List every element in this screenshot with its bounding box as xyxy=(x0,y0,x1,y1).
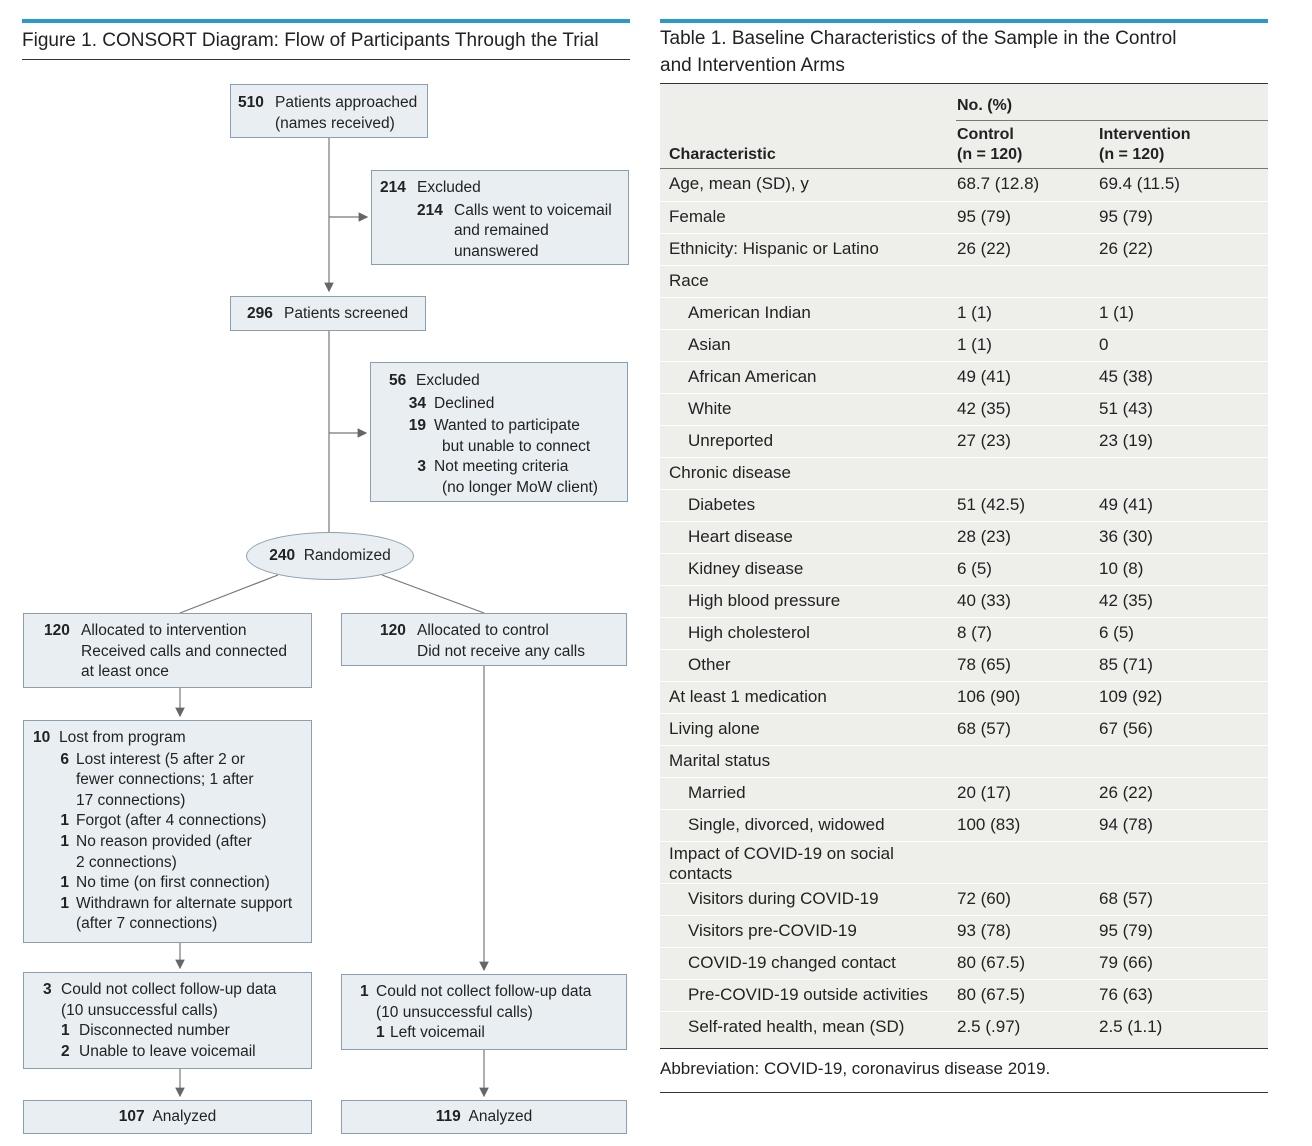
table-row xyxy=(660,617,1268,649)
table-footnote: Abbreviation: COVID-19, coronavirus disease 2019. xyxy=(660,1059,1051,1078)
cell-intervention: 51 (43) xyxy=(1099,399,1153,418)
row-label: Impact of COVID-19 on social contacts xyxy=(669,844,894,883)
row-label: Unreported xyxy=(688,431,774,450)
cell-intervention: 95 (79) xyxy=(1099,207,1153,226)
row-label: Married xyxy=(688,783,746,802)
row-label: Chronic disease xyxy=(669,463,791,482)
header-control: Control xyxy=(957,126,1014,143)
table-row xyxy=(660,329,1268,361)
table-row xyxy=(660,297,1268,329)
randomized-ellipse xyxy=(246,532,414,580)
cell-control: 51 (42.5) xyxy=(957,495,1026,514)
cell-control: 100 (83) xyxy=(957,815,1021,834)
cell-control: 93 (78) xyxy=(957,921,1011,940)
cell-intervention: 23 (19) xyxy=(1099,431,1153,450)
table-row xyxy=(660,777,1268,809)
count: 6 xyxy=(60,750,69,768)
label: Allocated to intervention xyxy=(81,622,247,639)
count: 1 xyxy=(60,894,69,912)
label: Excluded xyxy=(417,179,481,196)
label: Wanted to participate xyxy=(434,417,580,434)
cell-intervention: 95 (79) xyxy=(1099,921,1153,940)
label: fewer connections; 1 after xyxy=(76,771,254,789)
cell-control: 27 (23) xyxy=(957,431,1011,450)
count: 1 xyxy=(61,1022,70,1039)
count: 1 xyxy=(60,832,69,850)
table-row xyxy=(660,713,1268,745)
cell-intervention: 36 (30) xyxy=(1099,527,1153,546)
header-intervention-n: (n = 120) xyxy=(1099,146,1165,163)
row-label: Other xyxy=(688,655,731,674)
cell-intervention: 45 (38) xyxy=(1099,367,1153,386)
cell-intervention: 42 (35) xyxy=(1099,591,1153,610)
table-row xyxy=(660,1011,1268,1043)
label: Disconnected number xyxy=(79,1022,230,1039)
cell-intervention: 1 (1) xyxy=(1099,303,1134,322)
box-analyzed-control xyxy=(341,1100,627,1134)
row-label: COVID-19 changed contact xyxy=(688,953,896,972)
label: Withdrawn for alternate support xyxy=(76,894,293,912)
row-label: Living alone xyxy=(669,719,760,738)
row-label: High cholesterol xyxy=(688,623,810,642)
label: Could not collect follow-up data xyxy=(61,981,277,998)
row-label: Race xyxy=(669,271,709,290)
header-control-n: (n = 120) xyxy=(957,146,1023,163)
box-alloc-control xyxy=(341,613,627,666)
row-label: Age, mean (SD), y xyxy=(669,174,809,193)
table-row xyxy=(660,809,1268,841)
table-row xyxy=(660,553,1268,585)
cell-control: 68 (57) xyxy=(957,719,1011,738)
cell-control: 95 (79) xyxy=(957,207,1011,226)
cell-control: 106 (90) xyxy=(957,687,1021,706)
cell-control: 8 (7) xyxy=(957,623,992,642)
label: 17 connections) xyxy=(76,791,186,809)
cell-intervention: 26 (22) xyxy=(1099,239,1153,258)
row-label: Kidney disease xyxy=(688,559,804,578)
header-intervention: Intervention xyxy=(1099,126,1191,143)
cell-control: 80 (67.5) xyxy=(957,985,1026,1004)
row-label: African American xyxy=(688,367,817,386)
box-analyzed-intervention xyxy=(23,1100,312,1134)
row-label: Visitors during COVID-19 xyxy=(688,889,879,908)
table-row xyxy=(660,979,1268,1011)
label: Did not receive any calls xyxy=(417,642,585,660)
figure-title: Figure 1. CONSORT Diagram: Flow of Participants Through the Trial xyxy=(22,30,599,51)
cell-control: 40 (33) xyxy=(957,591,1011,610)
count: 214 xyxy=(417,201,443,219)
cell-control: 1 (1) xyxy=(957,335,992,354)
box-followup-intervention xyxy=(23,972,312,1069)
label: but unable to connect xyxy=(442,437,591,455)
label: Declined xyxy=(434,394,495,412)
count: 107 xyxy=(118,1108,145,1125)
label: Not meeting criteria xyxy=(434,458,569,475)
table-row xyxy=(660,745,1268,777)
row-label: Marital status xyxy=(669,751,771,770)
count: 1 xyxy=(376,1024,385,1041)
cell-control: 49 (41) xyxy=(957,367,1011,386)
cell-control: 42 (35) xyxy=(957,399,1011,418)
table-row xyxy=(660,169,1268,201)
label: Left voicemail xyxy=(390,1024,485,1041)
cell-control: 2.5 (.97) xyxy=(957,1017,1021,1036)
table-row xyxy=(660,393,1268,425)
row-label: Self-rated health, mean (SD) xyxy=(688,1017,905,1036)
count: 1 xyxy=(60,874,69,892)
box-excluded-1 xyxy=(371,170,629,265)
row-label: Heart disease xyxy=(688,527,793,546)
count: 510 xyxy=(238,94,264,111)
label: at least once xyxy=(81,663,169,680)
count: 10 xyxy=(33,729,51,746)
box-followup-control xyxy=(341,974,627,1050)
count: 3 xyxy=(417,458,426,475)
cell-control: 1 (1) xyxy=(957,303,992,322)
cell-control: 72 (60) xyxy=(957,889,1011,908)
table-row xyxy=(660,361,1268,393)
box-alloc-intervention xyxy=(23,613,312,688)
header-characteristic: Characteristic xyxy=(669,146,776,163)
cell-control: 26 (22) xyxy=(957,239,1011,258)
box-lost-from-program xyxy=(23,720,312,943)
count: 120 xyxy=(380,622,406,639)
cell-intervention: 69.4 (11.5) xyxy=(1099,174,1180,193)
cell-control: 68.7 (12.8) xyxy=(957,174,1040,193)
label: Forgot (after 4 connections) xyxy=(76,812,267,830)
row-label: American Indian xyxy=(688,303,811,322)
label: Received calls and connected xyxy=(81,642,287,660)
table-row xyxy=(660,915,1268,947)
table-row xyxy=(660,649,1268,681)
table-bottom-rule xyxy=(660,1048,1268,1049)
count: 2 xyxy=(61,1042,70,1060)
table-row xyxy=(660,681,1268,713)
row-label: Diabetes xyxy=(688,495,756,514)
table-row xyxy=(660,201,1268,233)
row-label: Pre-COVID-19 outside activities xyxy=(688,985,928,1004)
cell-intervention: 0 xyxy=(1099,335,1109,354)
line-to-control xyxy=(382,575,484,613)
cell-intervention: 109 (92) xyxy=(1099,687,1163,706)
header-group-rule xyxy=(956,120,1268,121)
count: 3 xyxy=(43,981,52,998)
cell-control: 28 (23) xyxy=(957,527,1011,546)
table-row xyxy=(660,265,1268,297)
cell-intervention: 49 (41) xyxy=(1099,495,1153,514)
label: Patients screened xyxy=(284,305,409,322)
count: 296 xyxy=(247,305,273,322)
table-row xyxy=(660,489,1268,521)
table-row xyxy=(660,457,1268,489)
label: (names received) xyxy=(275,114,395,132)
cell-intervention: 85 (71) xyxy=(1099,655,1153,674)
label: Randomized xyxy=(303,547,391,564)
label: Unable to leave voicemail xyxy=(79,1042,256,1060)
cell-control: 78 (65) xyxy=(957,655,1011,674)
row-label: High blood pressure xyxy=(688,591,841,610)
count: 1 xyxy=(360,983,369,1000)
cell-control: 6 (5) xyxy=(957,559,992,578)
label: unanswered xyxy=(454,242,539,260)
label: Lost interest (5 after 2 or xyxy=(76,750,245,768)
row-label: Asian xyxy=(688,335,731,354)
table-end-rule xyxy=(660,1092,1268,1093)
table-row xyxy=(660,883,1268,915)
label: (no longer MoW client) xyxy=(442,478,598,496)
cell-intervention: 94 (78) xyxy=(1099,815,1153,834)
cell-intervention: 76 (63) xyxy=(1099,985,1153,1004)
table-title: Table 1. Baseline Characteristics of the Sample in the Control and Intervention Arms xyxy=(660,28,1177,76)
table-row xyxy=(660,233,1268,265)
cell-control: 80 (67.5) xyxy=(957,953,1026,972)
cell-intervention: 26 (22) xyxy=(1099,783,1153,802)
cell-control: 20 (17) xyxy=(957,783,1011,802)
header-group: No. (%) xyxy=(957,97,1013,114)
label: 2 connections) xyxy=(76,853,177,871)
label: Lost from program xyxy=(59,729,186,746)
row-label: Ethnicity: Hispanic or Latino xyxy=(669,239,879,258)
label: Patients approached xyxy=(275,94,418,111)
label: No reason provided (after xyxy=(76,832,252,850)
row-label: At least 1 medication xyxy=(669,687,827,706)
row-label: Single, divorced, widowed xyxy=(688,815,885,834)
count: 214 xyxy=(380,179,406,196)
cell-intervention: 6 (5) xyxy=(1099,623,1134,642)
cell-intervention: 79 (66) xyxy=(1099,953,1153,972)
count: 19 xyxy=(408,417,426,434)
table-row xyxy=(660,841,1268,883)
label: Analyzed xyxy=(152,1108,217,1125)
cell-intervention: 67 (56) xyxy=(1099,719,1153,738)
cell-intervention: 68 (57) xyxy=(1099,889,1153,908)
count: 240 xyxy=(269,547,296,564)
label: (10 unsuccessful calls) xyxy=(376,1003,533,1021)
count: 1 xyxy=(60,812,69,830)
table-top-rule xyxy=(660,19,1268,23)
label: (after 7 connections) xyxy=(76,915,218,933)
consort-figure xyxy=(0,0,640,1146)
count: 34 xyxy=(408,394,426,412)
label: Allocated to control xyxy=(417,622,549,639)
table-row xyxy=(660,585,1268,617)
count: 120 xyxy=(44,622,70,639)
table-row xyxy=(660,947,1268,979)
box-screened xyxy=(230,296,426,331)
box-excluded-2 xyxy=(370,362,628,502)
label: No time (on first connection) xyxy=(76,874,270,892)
table-row xyxy=(660,521,1268,553)
count: 56 xyxy=(389,372,407,389)
label: and remained xyxy=(454,222,549,239)
box-approached xyxy=(230,84,428,138)
row-label: White xyxy=(688,399,732,418)
cell-intervention: 10 (8) xyxy=(1099,559,1144,578)
count: 119 xyxy=(435,1108,461,1125)
label: Excluded xyxy=(416,372,480,389)
line-to-intervention xyxy=(180,575,278,613)
label: Calls went to voicemail xyxy=(454,201,612,219)
row-label: Visitors pre-COVID-19 xyxy=(688,921,857,940)
label: Could not collect follow-up data xyxy=(376,983,592,1000)
table-row xyxy=(660,425,1268,457)
cell-intervention: 2.5 (1.1) xyxy=(1099,1017,1163,1036)
label: (10 unsuccessful calls) xyxy=(61,1001,218,1019)
row-label: Female xyxy=(669,207,726,226)
label: Analyzed xyxy=(468,1108,533,1125)
